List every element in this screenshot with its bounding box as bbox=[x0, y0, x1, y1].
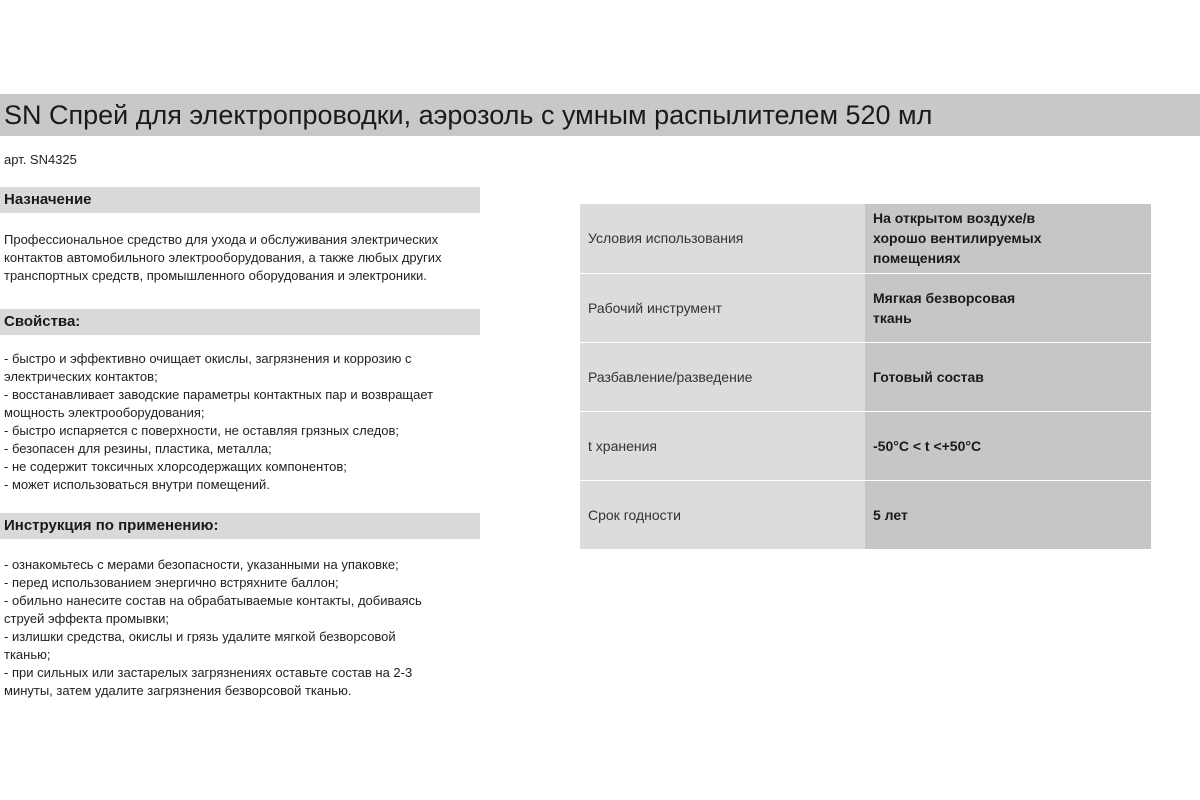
spec-value bbox=[865, 411, 1151, 480]
instructions-line: минуты, затем удалите загрязнения безворсовой тканью. bbox=[4, 683, 352, 698]
instructions-line: - излишки средства, окислы и грязь удалите мягкой безворсовой bbox=[4, 629, 396, 644]
instructions-list bbox=[4, 556, 482, 700]
spec-label: Условия использования bbox=[580, 204, 865, 273]
spec-value bbox=[865, 342, 1151, 411]
section-heading-instructions-text: Инструкция по применению: bbox=[4, 517, 219, 534]
spec-value-line: На открытом воздухе/в bbox=[873, 210, 1036, 227]
spec-label: Срок годности bbox=[580, 480, 865, 549]
section-heading-properties bbox=[0, 309, 480, 335]
purpose-text bbox=[4, 231, 482, 285]
properties-line: - быстро и эффективно очищает окислы, загрязнения и коррозию с bbox=[4, 351, 412, 366]
purpose-line: транспортных средств, промышленного оборудования и электроники. bbox=[4, 268, 427, 283]
spec-row bbox=[580, 480, 1151, 549]
spec-value bbox=[865, 273, 1151, 342]
instructions-line: - ознакомьтесь с мерами безопасности, указанными на упаковке; bbox=[4, 557, 399, 572]
properties-line: - может использоваться внутри помещений. bbox=[4, 477, 270, 492]
spec-row bbox=[580, 342, 1151, 411]
instructions-line: тканью; bbox=[4, 647, 51, 662]
properties-line: - не содержит токсичных хлорсодержащих компонентов; bbox=[4, 459, 347, 474]
properties-line: мощность электрооборудования; bbox=[4, 405, 205, 420]
spec-table bbox=[580, 204, 1151, 550]
instructions-line: - обильно нанесите состав на обрабатываемые контакты, добиваясь bbox=[4, 593, 422, 608]
instructions-line: - перед использованием энергично встряхните баллон; bbox=[4, 575, 339, 590]
properties-line: электрических контактов; bbox=[4, 369, 158, 384]
instructions-line: - при сильных или застарелых загрязнениях оставьте состав на 2-3 bbox=[4, 665, 413, 680]
spec-value bbox=[865, 204, 1151, 273]
spec-value-line: помещениях bbox=[873, 250, 961, 267]
purpose-line: Профессиональное средство для ухода и обслуживания электрических bbox=[4, 232, 439, 247]
section-heading-instructions bbox=[0, 513, 480, 539]
spec-value-line: Мягкая безворсовая bbox=[873, 289, 1016, 306]
spec-row bbox=[580, 273, 1151, 342]
spec-value-line: хорошо вентилируемых bbox=[873, 230, 1042, 247]
instructions-line: струей эффекта промывки; bbox=[4, 611, 169, 626]
product-title: SN Спрей для электропроводки, аэрозоль с умным распылителем 520 мл bbox=[4, 100, 933, 130]
properties-line: - быстро испаряется с поверхности, не оставляя грязных следов; bbox=[4, 423, 399, 438]
spec-value-line: -50°C < t <+50°C bbox=[873, 437, 982, 454]
section-heading-properties-text: Свойства: bbox=[4, 313, 81, 330]
spec-value-line: Готовый состав bbox=[873, 368, 984, 385]
spec-label: Рабочий инструмент bbox=[580, 273, 865, 342]
properties-line: - восстанавливает заводские параметры контактных пар и возвращает bbox=[4, 387, 434, 402]
spec-row bbox=[580, 204, 1151, 273]
spec-label: t хранения bbox=[580, 411, 865, 480]
properties-line: - безопасен для резины, пластика, металла; bbox=[4, 441, 272, 456]
section-heading-purpose bbox=[0, 187, 480, 213]
spec-value-line: 5 лет bbox=[873, 506, 908, 523]
title-bar bbox=[0, 94, 1200, 136]
spec-label: Разбавление/разведение bbox=[580, 342, 865, 411]
spec-row bbox=[580, 411, 1151, 480]
spec-value-line: ткань bbox=[873, 309, 912, 326]
properties-list bbox=[4, 350, 482, 494]
article-number: арт. SN4325 bbox=[4, 152, 77, 167]
purpose-line: контактов автомобильного электрооборудования, а также любых других bbox=[4, 250, 442, 265]
spec-value bbox=[865, 480, 1151, 549]
section-heading-purpose-text: Назначение bbox=[4, 191, 92, 208]
